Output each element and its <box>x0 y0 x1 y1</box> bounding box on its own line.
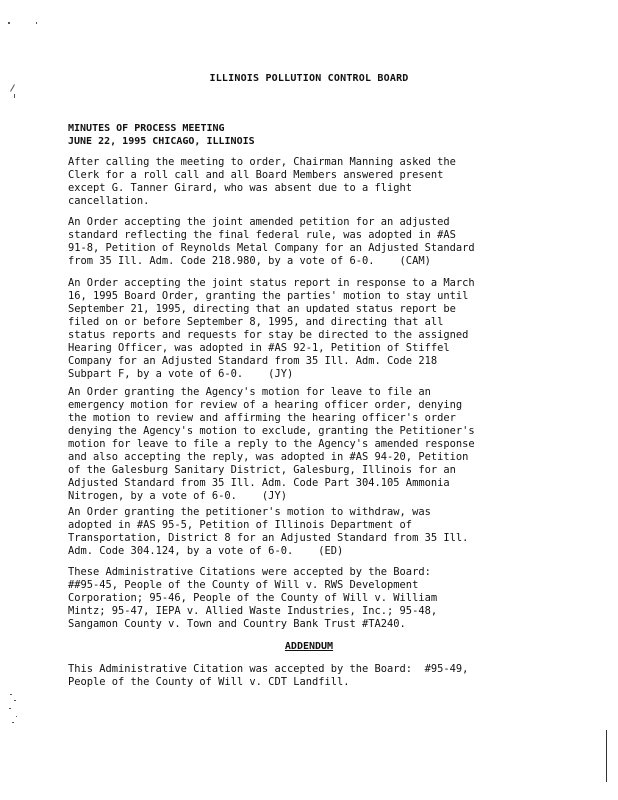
paragraph-roll-call: After calling the meeting to order, Chairman Manning asked the Clerk for a roll call and all Board Members answered present except G. Tanner Girard, who was absent due to a flight cancellation. <box>68 156 456 207</box>
scan-speck <box>10 84 15 91</box>
paragraph-as-92-1: An Order accepting the joint status report in response to a March 16, 1995 Board Order, granting the parties' motion to stay until September 21, 1995, directing that an updated status report be filed on or before September 8, 1995, and directing that all status reports and requests for stay be directed to the assigned Hearing Officer, was adopted in #AS 92-1, Petition of Stiffel Company for an Adjusted Standard from 35 Ill. Adm. Code 218 Subpart F, by a vote of 6-0. (JY) <box>68 277 475 380</box>
addendum-heading: ADDENDUM <box>284 641 334 652</box>
document-title: ILLINOIS POLLUTION CONTROL BOARD <box>209 73 409 84</box>
scan-speck <box>14 94 15 98</box>
scan-speck <box>8 22 10 24</box>
meeting-heading-line-2: JUNE 22, 1995 CHICAGO, ILLINOIS <box>68 136 255 147</box>
paragraph-addendum: This Administrative Citation was accepted by the Board: #95-49, People of the County of Will v. CDT Landfill. <box>68 663 469 688</box>
scan-edge-mark <box>606 730 607 782</box>
meeting-heading <box>68 122 255 148</box>
scan-speck <box>14 700 16 701</box>
paragraph-as-94-20: An Order granting the Agency's motion for leave to file an emergency motion for review of a hearing officer order, denying the motion to review and affirming the hearing officer's order denying the Agency's motion to exclude, granting the Petitioner's motion for leave to file a reply to the Agency's amended response and also accepting the reply, was adopted in #AS 94-20, Petition of the Galesburg Sanitary District, Galesburg, Illinois for an Adjusted Standard from 35 Ill. Adm. Code Part 304.105 Ammonia Nitrogen, by a vote of 6-0. (JY) <box>68 386 475 502</box>
scan-speck <box>12 722 14 723</box>
paragraph-administrative-citations: These Administrative Citations were accepted by the Board: ##95-45, People of the County of Will v. RWS Development Corporation; 95-46, People of the County of Will v. William Mintz; 95-47, IEPA v. Allied Waste Industries, Inc.; 95-48, Sangamon County v. Town and Country Bank Trust #TA240. <box>68 566 438 630</box>
paragraph-as-95-5: An Order granting the petitioner's motion to withdraw, was adopted in #AS 95-5, Petition of Illinois Department of Transportation, District 8 for an Adjusted Standard from 35 Ill. Adm. Code 304.124, by a vote of 6-0. (ED) <box>68 506 469 557</box>
paragraph-as-91-8: An Order accepting the joint amended petition for an adjusted standard reflecting the final federal rule, was adopted in #AS 91-8, Petition of Reynolds Metal Company for an Adjusted Standard from 35 Ill. Adm. Code 218.980, by a vote of 6-0. (CAM) <box>68 216 475 267</box>
meeting-heading-line-1: MINUTES OF PROCESS MEETING <box>68 123 225 134</box>
scan-speck <box>36 22 37 24</box>
scan-speck <box>9 708 11 709</box>
scan-speck <box>10 694 12 695</box>
scan-speck <box>16 716 17 717</box>
